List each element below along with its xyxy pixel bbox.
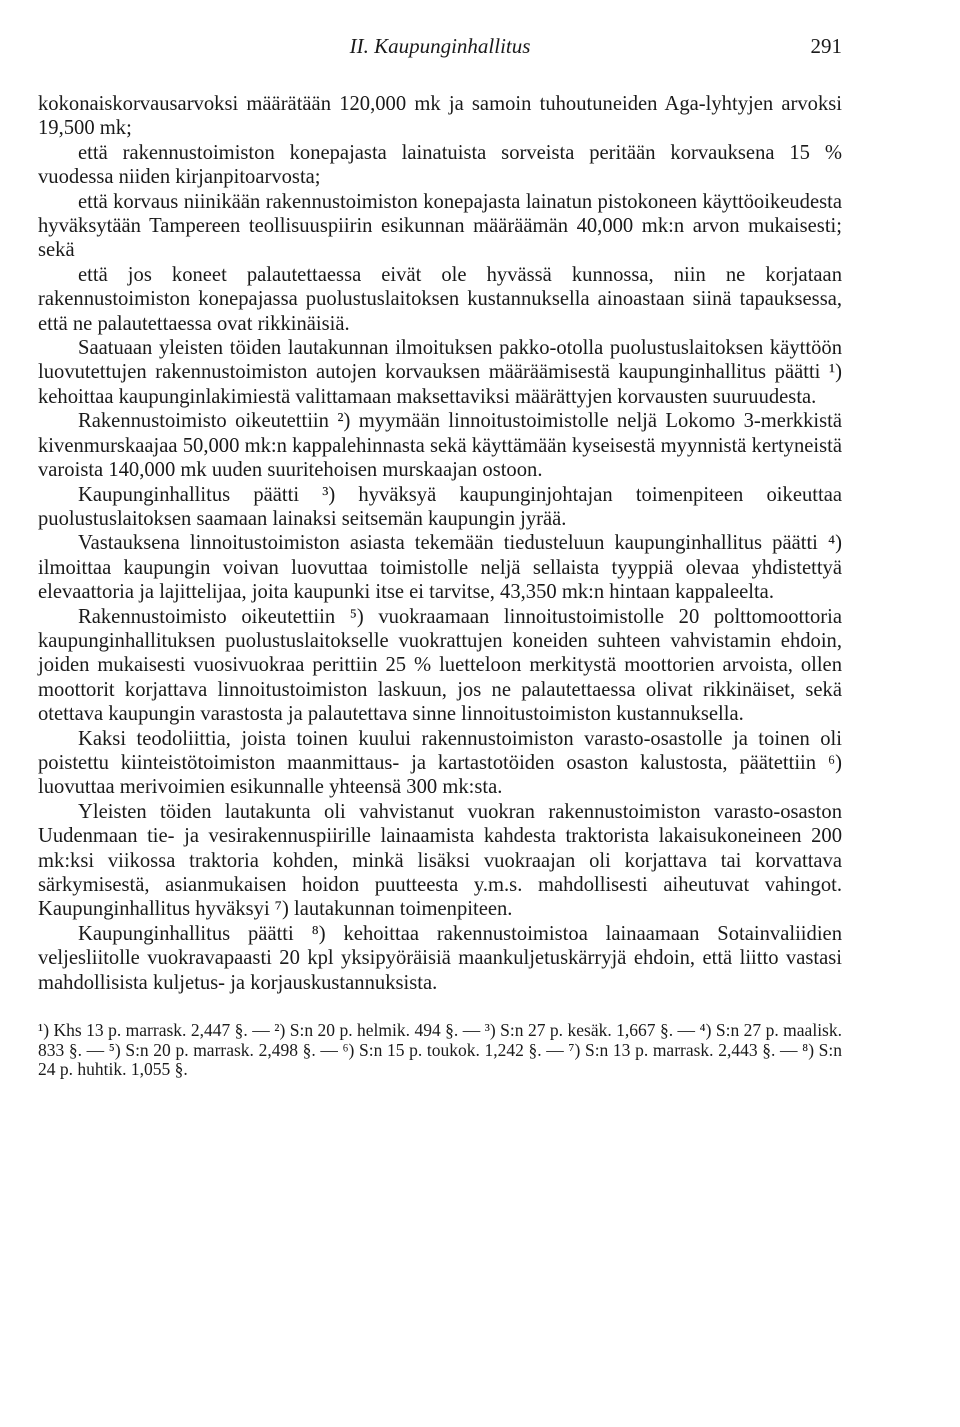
paragraph-6: Rakennustoimisto oikeutettiin ²) myymään linnoitustoimistolle neljä Lokomo 3-merkkistä kivenmurskaajaa 50,000 mk:n kappalehinnasta sekä käyttämään kyseisestä myynnistä kertyneistä varoista 140,000 mk uuden suuritehoisen murskaajan ostoon. xyxy=(38,410,842,482)
page-number: 291 xyxy=(810,34,842,58)
paragraph-5: Saatuaan yleisten töiden lautakunnan ilmoituksen pakko-otolla puolustuslaitoksen käyttöön luovutettujen rakennustoimiston autojen korvauksen määräämisestä kaupunginhallitus päätti ¹) kehoittaa kaupunginlakimiestä valittamaan maksettaviksi määrättyjen korvausten suuruudesta. xyxy=(38,337,842,408)
footnotes xyxy=(38,1021,842,1080)
paragraph-1: kokonaiskorvausarvoksi määrätään 120,000 mk ja samoin tuhoutuneiden Aga-lyhtyjen arvoksi 19,500 mk; xyxy=(38,93,842,140)
paragraph-10: Kaksi teodoliittia, joista toinen kuului rakennustoimiston varasto-osastolle ja toinen oli poistettu kiinteistötoimiston maanmittaus- ja kartastotöiden osaston kalustosta, päätettiin ⁶) luovuttaa merivoimien esikunnalle yhteensä 300 mk:sta. xyxy=(38,727,842,799)
paragraph-9: Rakennustoimisto oikeutettiin ⁵) vuokraamaan linnoitustoimistolle 20 polttomoottoria kaupunginhallituksen puolustuslaitokselle vuokrattujen koneiden suhteen vahvistamin ehdoin, joiden mukaisesti vuosivuokraa perittiin 25 % luetteloon merkitystä moottorien arvoista, ollen moottorit korjattava linnoitustoimiston laskuun, jos ne palautettaessa olivat rikkinäiset, sekä otettava kaupungin varastosta ja palautettava sinne linnoitustoimiston kustannuksella. xyxy=(38,605,842,726)
running-title: II. Kaupunginhallitus xyxy=(349,34,531,58)
page-header xyxy=(38,28,842,68)
paragraph-7: Kaupunginhallitus päätti ³) hyväksyä kaupunginjohtajan toimenpiteen oikeuttaa puolustuslaitoksen saamaan lainaksi seitsemän kaupungin jyrää. xyxy=(38,483,842,530)
paragraph-11: Yleisten töiden lautakunta oli vahvistanut vuokran rakennustoimiston varasto-osaston Uudenmaan tie- ja vesirakennuspiirille lainaamista kahdesta traktorista lakaisukoneineen 200 mk:ksi viikossa traktoria kohden, minkä lisäksi vuokraajan oli korjattava tai korvattava särkymisestä, asianmukaisen hoidon puutteesta y.m.s. mahdollisesti aiheutuvat vahingot. Kaupunginhallitus hyväksyi ⁷) lautakunnan toimenpiteen. xyxy=(38,800,842,921)
body-text xyxy=(38,92,842,995)
paragraph-8: Vastauksena linnoitustoimiston asiasta tekemään tiedusteluun kaupunginhallitus päätti ⁴) ilmoittaa kaupungin voivan luovuttaa toimistolle neljä sellaista tyyppiä olevaa yhdistettyä elevaattoria ja lajittelijaa, joita kaupunki itse ei tarvitse, 43,350 mk:n hintaan kappaleelta. xyxy=(38,532,842,604)
paragraph-4: että jos koneet palautettaessa eivät ole hyvässä kunnossa, niin ne korjataan rakennustoimiston konepajassa puolustuslaitoksen kustannuksella ainoastaan siinä tapauksessa, että ne palautettaessa ovat rikkinäisiä. xyxy=(38,263,842,335)
paragraph-12: Kaupunginhallitus päätti ⁸) kehoittaa rakennustoimistoa lainaamaan Sotainvaliidien veljesliitolle vuokravapaasti 20 kpl yksipyöräisiä maankuljetuskärryjä ehdoin, että liitto vastasi mahdollisista kuljetus- ja korjauskustannuksista. xyxy=(38,922,842,994)
footnote-text: ¹) Khs 13 p. marrask. 2,447 §. — ²) S:n 20 p. helmik. 494 §. — ³) S:n 27 p. kesäk. 1,667 §. — ⁴) S:n 27 p. maalisk. 833 §. — ⁵) S:n 20 p. marrask. 2,498 §. — ⁶) S:n 15 p. toukok. 1,242 §. — ⁷) S:n 13 p. marrask. 2,443 §. — ⁸) S:n 24 p. huhtik. 1,055 §. xyxy=(38,1020,842,1080)
document-page xyxy=(38,28,842,1080)
paragraph-2: että rakennustoimiston konepajasta lainatuista sorveista peritään korvauksena 15 % vuodessa niiden kirjanpitoarvosta; xyxy=(38,141,842,189)
paragraph-3: että korvaus niinikään rakennustoimiston konepajasta lainatun pistokoneen käyttöoikeudesta hyväksytään Tampereen teollisuuspiirin esikunnan määräämän 40,000 mk:n arvon mukaisesti; sekä xyxy=(38,190,842,262)
